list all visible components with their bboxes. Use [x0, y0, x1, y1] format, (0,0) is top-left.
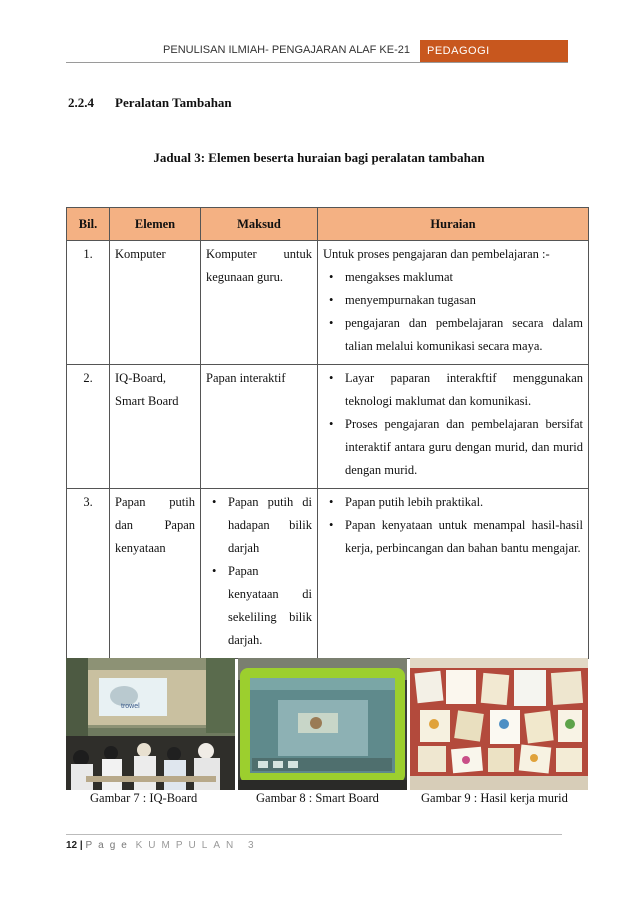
header-title: PENULISAN ILMIAH- PENGAJARAN ALAF KE-21 — [163, 44, 410, 56]
row-elemen: Papan putih dan Papan kenyataan — [110, 489, 201, 659]
list-item: • menyempurnakan tugasan — [345, 289, 583, 312]
row-bil: 1. — [67, 241, 110, 365]
screen-text: trowel — [121, 703, 140, 710]
table-row — [67, 241, 589, 365]
row-elemen — [110, 365, 201, 489]
page-footer — [66, 840, 260, 851]
list-item: • Papan kenyataan untuk menampal hasil-hasil kerja, perbincangan dan bahan bantu mengajar. — [345, 514, 583, 560]
list-item: • Proses pengajaran dan pembelajaran bersifat interaktif antara guru dengan murid, dan murid dengan murid. — [345, 413, 583, 482]
smart-board-photo — [238, 658, 407, 790]
header-bil: Bil. — [67, 208, 110, 241]
row-bil: 2. — [67, 365, 110, 489]
list-item: • Papan putih di hadapan bilik darjah — [228, 491, 312, 560]
row-maksud: Komputer untuk kegunaan guru. — [201, 241, 318, 365]
elemen-line: Smart Board — [115, 394, 179, 408]
page-word: Page — [85, 840, 133, 851]
row-huraian — [318, 241, 589, 365]
figure-caption-7: Gambar 7 : IQ-Board — [90, 791, 198, 805]
iq-board-photo — [66, 658, 235, 790]
footer-separator: | — [79, 840, 83, 851]
elemen-line: IQ-Board, — [115, 371, 167, 385]
row-maksud — [201, 489, 318, 659]
section-title: Peralatan Tambahan — [115, 95, 232, 110]
student-work-photo — [410, 658, 588, 790]
row-elemen: Komputer — [110, 241, 201, 365]
maksud-list — [206, 491, 312, 652]
section-heading — [68, 95, 232, 111]
header-elemen: Elemen — [110, 208, 201, 241]
list-item: • Layar paparan interakftif menggunakan teknologi maklumat dan komunikasi. — [345, 367, 583, 413]
list-item: • Papan putih lebih praktikal. — [345, 491, 583, 514]
group-name: KUMPULAN 3 — [135, 840, 260, 851]
figure-caption-8: Gambar 8 : Smart Board — [256, 791, 379, 805]
row-maksud: Papan interaktif — [201, 365, 318, 489]
huraian-intro: Untuk proses pengajaran dan pembelajaran :- — [323, 247, 550, 261]
figure-caption-9: Gambar 9 : Hasil kerja murid — [421, 791, 568, 805]
section-number: 2.2.4 — [68, 95, 94, 110]
page-number: 12 — [66, 840, 78, 851]
figure-gallery — [66, 658, 588, 790]
page-header — [66, 40, 568, 63]
huraian-list — [323, 266, 583, 358]
row-huraian — [318, 365, 589, 489]
table-caption: Jadual 3: Elemen beserta huraian bagi peralatan tambahan — [153, 150, 485, 165]
header-maksud: Maksud — [201, 208, 318, 241]
elements-table — [66, 207, 589, 659]
table-header-row — [67, 208, 589, 241]
table-row — [67, 365, 589, 489]
huraian-list — [323, 491, 583, 560]
header-huraian: Huraian — [318, 208, 589, 241]
list-item: • pengajaran dan pembelajaran secara dalam talian melalui komunikasi secara maya. — [345, 312, 583, 358]
row-bil: 3. — [67, 489, 110, 659]
huraian-list — [323, 367, 583, 482]
list-item: • Papan kenyataan di sekeliling bilik darjah. — [228, 560, 312, 652]
header-tag: PEDAGOGI — [420, 40, 568, 62]
table-row — [67, 489, 589, 659]
row-huraian — [318, 489, 589, 659]
list-item: • mengakses maklumat — [345, 266, 583, 289]
footer-rule — [66, 834, 562, 835]
